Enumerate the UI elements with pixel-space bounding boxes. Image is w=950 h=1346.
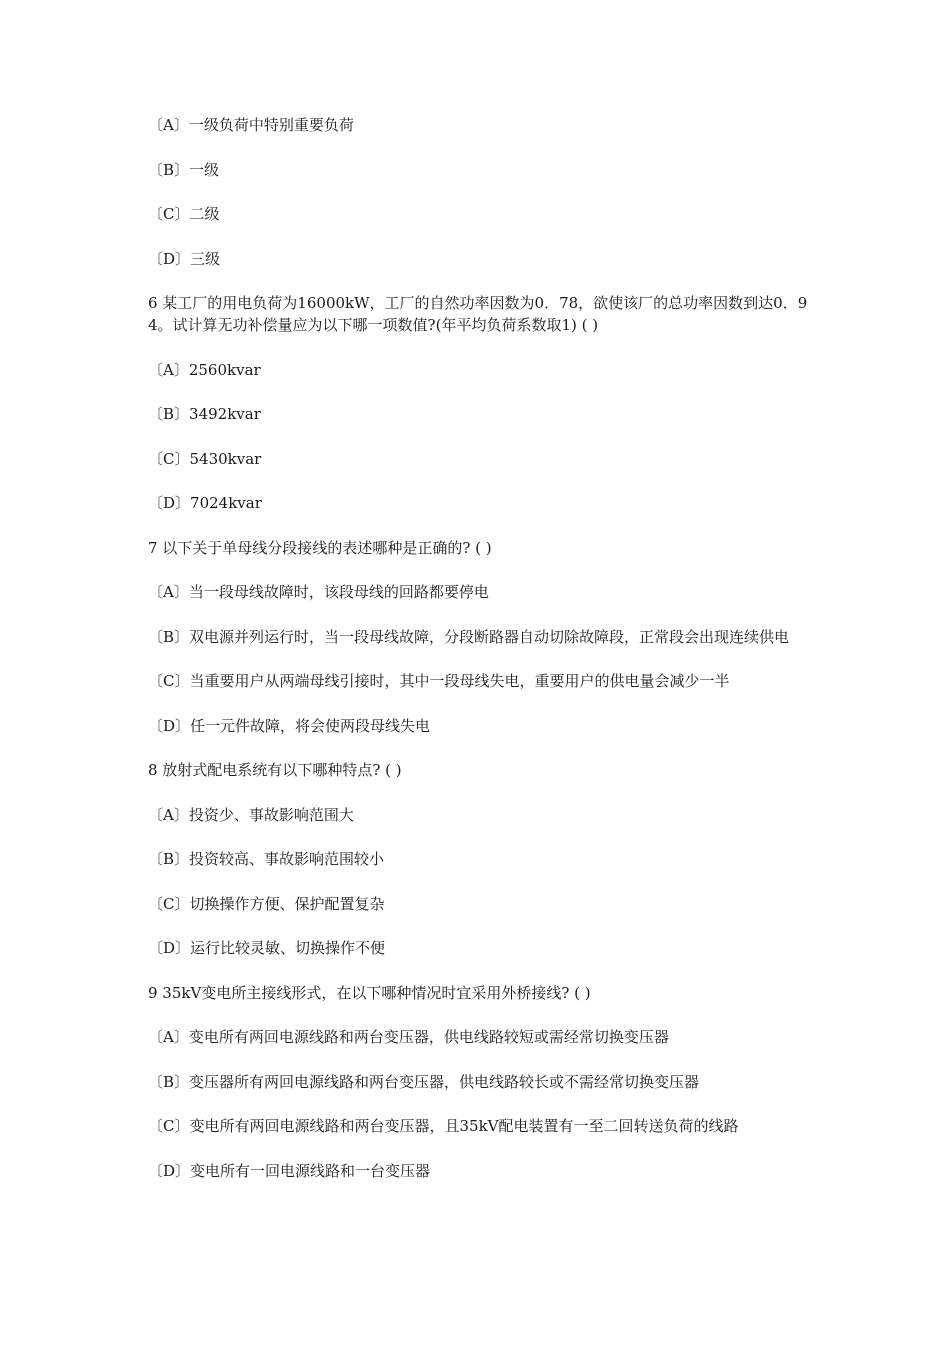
- option-b: 〔B〕一级: [148, 160, 220, 179]
- option-c: 〔C〕二级: [148, 205, 220, 223]
- option-a: 〔A〕一级负荷中特别重要负荷: [148, 116, 354, 134]
- option-c: 〔C〕当重要用户从两端母线引接时，其中一段母线失电，重要用户的供电量会减少一半: [148, 672, 730, 690]
- question-8: 8 放射式配电系统有以下哪种特点? ( ): [148, 761, 402, 779]
- option-d: 〔D〕运行比较灵敏、切换操作不便: [148, 939, 386, 957]
- option-d: 〔D〕7024kvar: [148, 494, 262, 512]
- option-c: 〔C〕切换操作方便、保护配置复杂: [148, 894, 385, 913]
- document-page: [148, 114, 808, 1204]
- option-d: 〔D〕变电所有一回电源线路和一台变压器: [148, 1161, 431, 1180]
- option-c: 〔C〕变电所有两回电源线路和两台变压器，且35kV配电装置有一至二回转送负荷的线路: [148, 1117, 739, 1135]
- option-b: 〔B〕变压器所有两回电源线路和两台变压器，供电线路较长或不需经常切换变压器: [148, 1072, 700, 1091]
- option-b: 〔B〕投资较高、事故影响范围较小: [148, 850, 385, 868]
- question-6: 6 某工厂的用电负荷为16000kW，工厂的自然功率因数为0．78，欲使该厂的总功率因数到达0．94。试计算无功补偿量应为以下哪一项数值?(年平均负荷系数取1) ( ): [148, 294, 808, 334]
- option-b: 〔B〕双电源并列运行时，当一段母线故障，分段断路器自动切除故障段，正常段会出现连续供电: [148, 627, 790, 646]
- option-a: 〔A〕当一段母线故障时，该段母线的回路都要停电: [148, 583, 489, 601]
- option-c: 〔C〕5430kvar: [148, 449, 262, 468]
- option-a: 〔A〕变电所有两回电源线路和两台变压器，供电线路较短或需经常切换变压器: [148, 1028, 669, 1046]
- option-d: 〔D〕任一元件故障，将会使两段母线失电: [148, 716, 431, 735]
- question-9: 9 35kV变电所主接线形式，在以下哪种情况时宜采用外桥接线? ( ): [148, 983, 591, 1002]
- option-d: 〔D〕三级: [148, 249, 221, 268]
- option-b: 〔B〕3492kvar: [148, 405, 261, 423]
- option-a: 〔A〕2560kvar: [148, 360, 261, 379]
- question-7: 7 以下关于单母线分段接线的表述哪种是正确的? ( ): [148, 538, 492, 557]
- option-a: 〔A〕投资少、事故影响范围大: [148, 805, 354, 824]
